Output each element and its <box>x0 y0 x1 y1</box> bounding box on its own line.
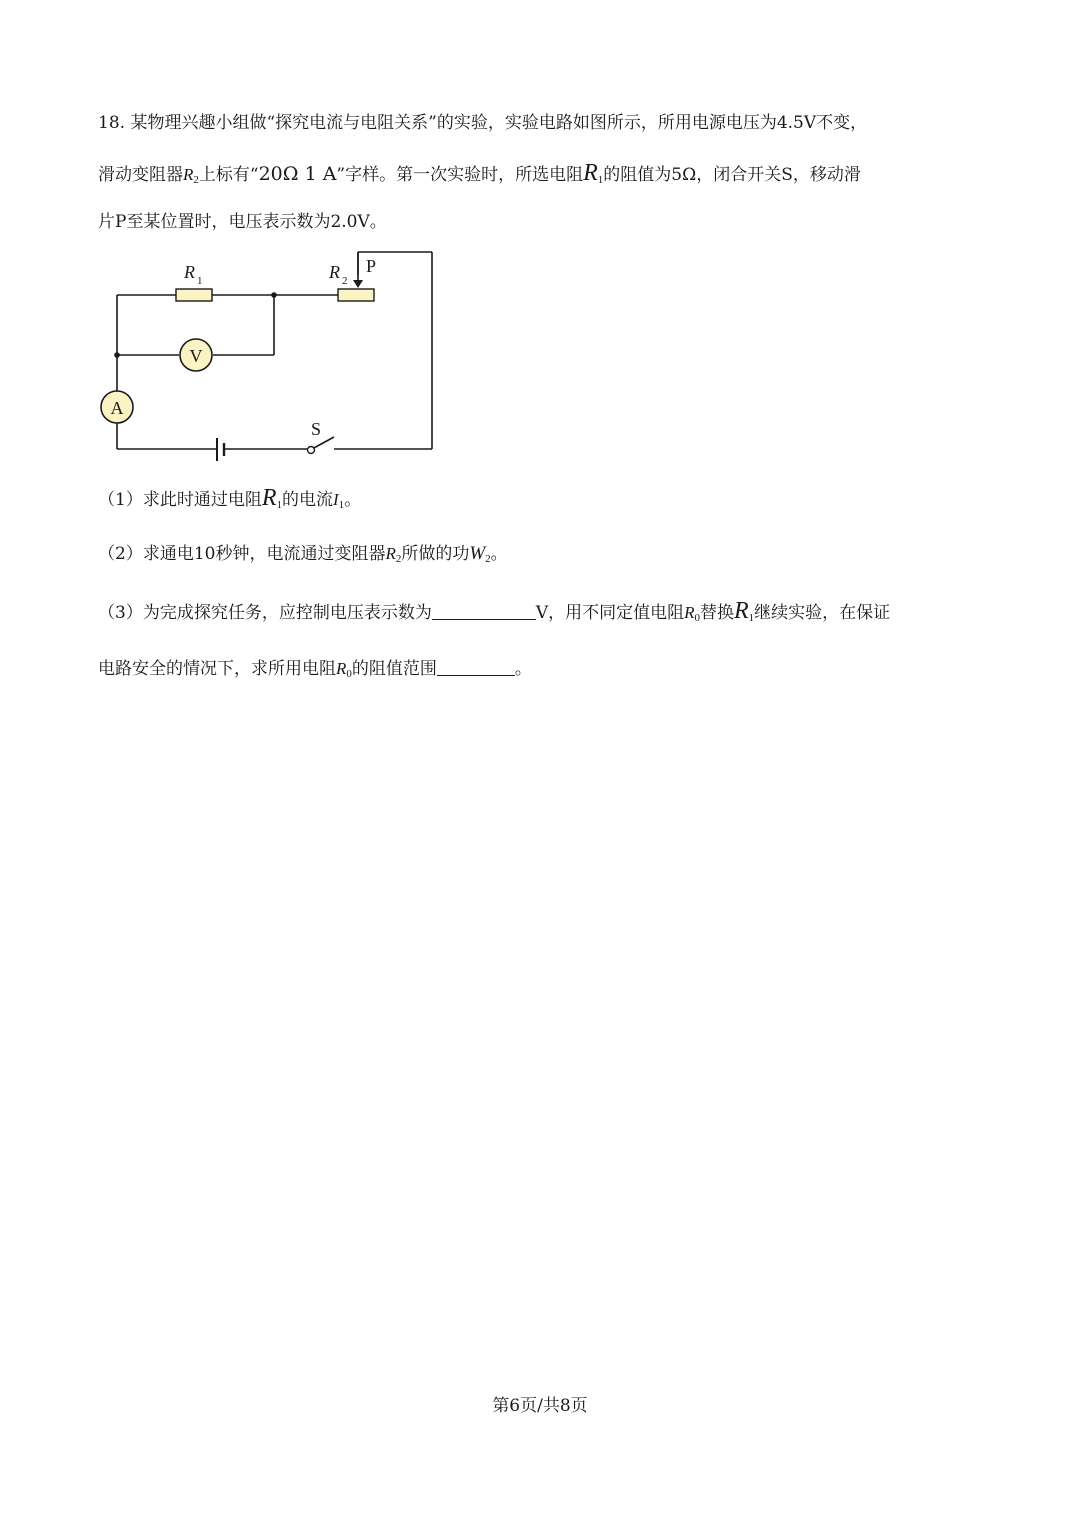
r0-symbol: $R_0$ <box>336 659 352 680</box>
text-segment: 的阻值范围 <box>351 659 437 679</box>
r1-symbol: $R_1$ <box>583 160 604 186</box>
text-segment: 替换 <box>700 603 734 623</box>
junction-dot-left <box>114 352 120 358</box>
r1-symbol: $R_1$ <box>261 485 282 511</box>
text-segment: 。 <box>490 544 508 564</box>
text-segment: 滑动变阻器 <box>98 165 183 185</box>
junction-dot-right <box>271 292 277 298</box>
text-segment: （3）为完成探究任务，应控制电压表示数为 <box>98 603 432 623</box>
r1-label-sub: 1 <box>197 275 203 287</box>
slider-arrow-icon <box>353 280 363 288</box>
resistor-r1 <box>176 289 212 301</box>
page-footer: 第6页/共8页 <box>492 1396 588 1416</box>
answer-blank-range[interactable] <box>437 659 515 676</box>
w2-symbol: $W_2$ <box>469 543 491 565</box>
question-line-3 <box>98 210 387 234</box>
r2-symbol: $R_2$ <box>385 544 402 565</box>
switch-label: S <box>311 419 322 439</box>
question-line-1 <box>98 111 867 135</box>
voltmeter-label: V <box>189 346 203 366</box>
question-number: 18. <box>98 113 126 133</box>
text-segment: 。 <box>344 490 362 510</box>
part-3 <box>98 599 890 630</box>
r1-label: R <box>184 262 195 282</box>
answer-blank-voltage[interactable] <box>432 603 536 620</box>
text-segment: 上标有“ <box>198 165 259 185</box>
part-2 <box>98 542 508 571</box>
circuit-diagram <box>98 245 443 470</box>
text-segment: 的阻值为5Ω，闭合开关S，移动滑 <box>603 165 861 185</box>
part-3-continued <box>98 657 532 686</box>
switch-contact <box>308 447 315 454</box>
i1-symbol: $I_1$ <box>333 490 345 511</box>
question-text-1: 某物理兴趣小组做“探究电流与电阻关系”的实验，实验电路如图所示，所用电源电压为4.5V不变， <box>130 113 868 133</box>
rating-value: 20Ω 1 A <box>258 163 337 185</box>
text-segment: 继续实验，在保证 <box>754 603 891 623</box>
text-segment: 所做的功 <box>401 544 470 564</box>
text-segment: 的电流 <box>282 490 333 510</box>
text-segment: （1）求此时通过电阻 <box>98 490 262 510</box>
text-segment: V，用不同定值电阻 <box>535 603 685 623</box>
r1-symbol: $R_1$ <box>734 598 755 624</box>
text-segment: ”字样。第一次实验时，所选电阻 <box>336 165 584 185</box>
slider-label: P <box>366 256 377 276</box>
r2-symbol: $R_2$ <box>183 165 199 186</box>
question-line-2 <box>98 161 861 192</box>
r0-symbol: $R_0$ <box>684 603 700 624</box>
ammeter-label: A <box>110 398 124 418</box>
resistor-r2 <box>338 289 374 301</box>
text-segment: （2）求通电10秒钟，电流通过变阻器 <box>98 544 386 564</box>
part-1 <box>98 486 361 517</box>
r2-label: R <box>329 262 340 282</box>
text-segment: 片P至某位置时，电压表示数为2.0V。 <box>98 212 387 232</box>
text-segment: 电路安全的情况下，求所用电阻 <box>98 659 336 679</box>
r2-label-sub: 2 <box>342 275 348 287</box>
text-segment: 。 <box>514 659 532 679</box>
